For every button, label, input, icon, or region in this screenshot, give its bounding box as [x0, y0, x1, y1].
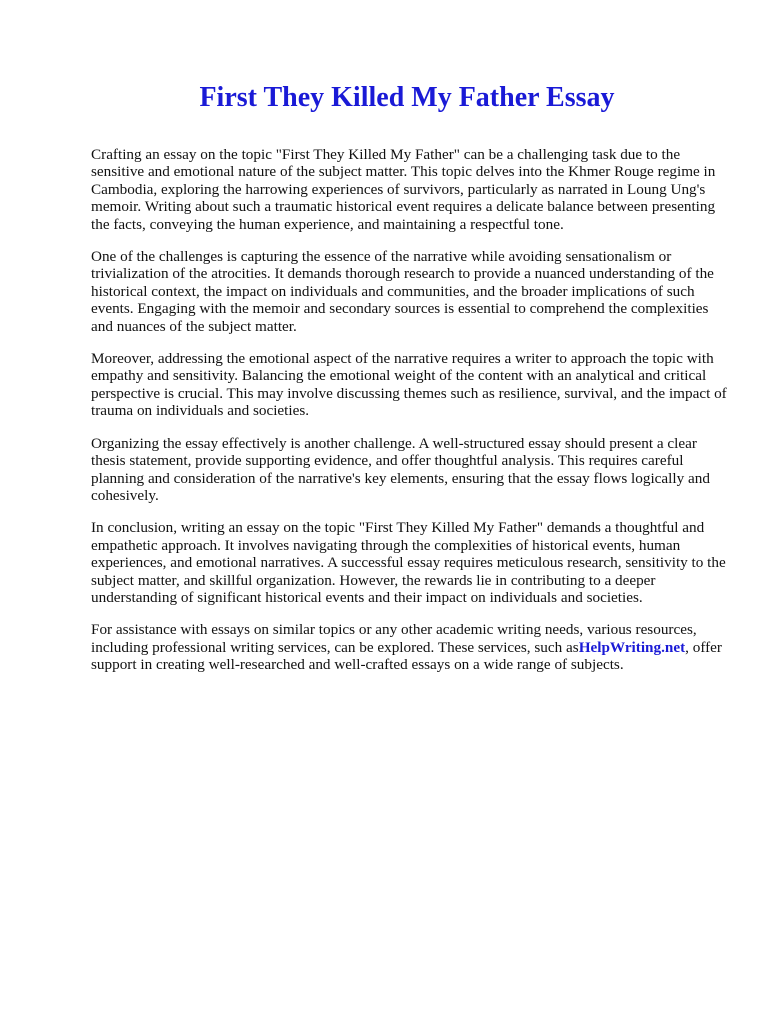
helpwriting-link[interactable]: HelpWriting.net	[578, 638, 686, 656]
assistance-text-before-link: For assistance with essays on similar topics or any other academic writing needs, various resources, including professional writing services, can be explored. These services, such as	[91, 621, 697, 656]
paragraph-challenges: One of the challenges is capturing the essence of the narrative while avoiding sensationalism or trivialization of the atrocities. It demands thorough research to provide a nuanced understanding of the historical context, the impact on individuals and communities, and the broader implications of such events. Engaging with the memoir and secondary sources is essential to comprehend the complexities and nuances of the subject matter.	[91, 248, 714, 335]
paragraph-intro: Crafting an essay on the topic "First They Killed My Father" can be a challenging task due to the sensitive and emotional nature of the subject matter. This topic delves into the Khmer Rouge regime in Cambodia, exploring the harrowing experiences of survivors, particularly as narrated in Loung Ung's memoir. Writing about such a traumatic historical event requires a delicate balance between presenting the facts, conveying the human experience, and maintaining a respectful tone.	[91, 146, 716, 233]
paragraph-conclusion: In conclusion, writing an essay on the topic "First They Killed My Father" demands a thoughtful and empathetic approach. It involves navigating through the complexities of historical events, human experiences, and emotional narratives. A successful essay requires meticulous research, sensitivity to the subject matter, and skillful organization. However, the rewards lie in contributing to a deeper understanding of significant historical events and their impact on individuals and societies.	[91, 519, 726, 606]
paragraph-assistance	[91, 621, 728, 673]
essay-body	[91, 146, 728, 689]
paragraph-emotional-aspect: Moreover, addressing the emotional aspect of the narrative requires a writer to approach the topic with empathy and sensitivity. Balancing the emotional weight of the content with an analytical and critical perspective is crucial. This may involve discussing themes such as resilience, survival, and the impact of trauma on individuals and societies.	[91, 350, 727, 420]
assistance-text-after-link: , offer support in creating well-researched and well-crafted essays on a wide range of subjects.	[91, 638, 722, 674]
paragraph-organization: Organizing the essay effectively is another challenge. A well-structured essay should present a clear thesis statement, provide supporting evidence, and offer thoughtful analysis. This requires careful planning and consideration of the narrative's key elements, ensuring that the essay flows logically and cohesively.	[91, 434, 710, 504]
page-title: First They Killed My Father Essay	[199, 82, 615, 113]
